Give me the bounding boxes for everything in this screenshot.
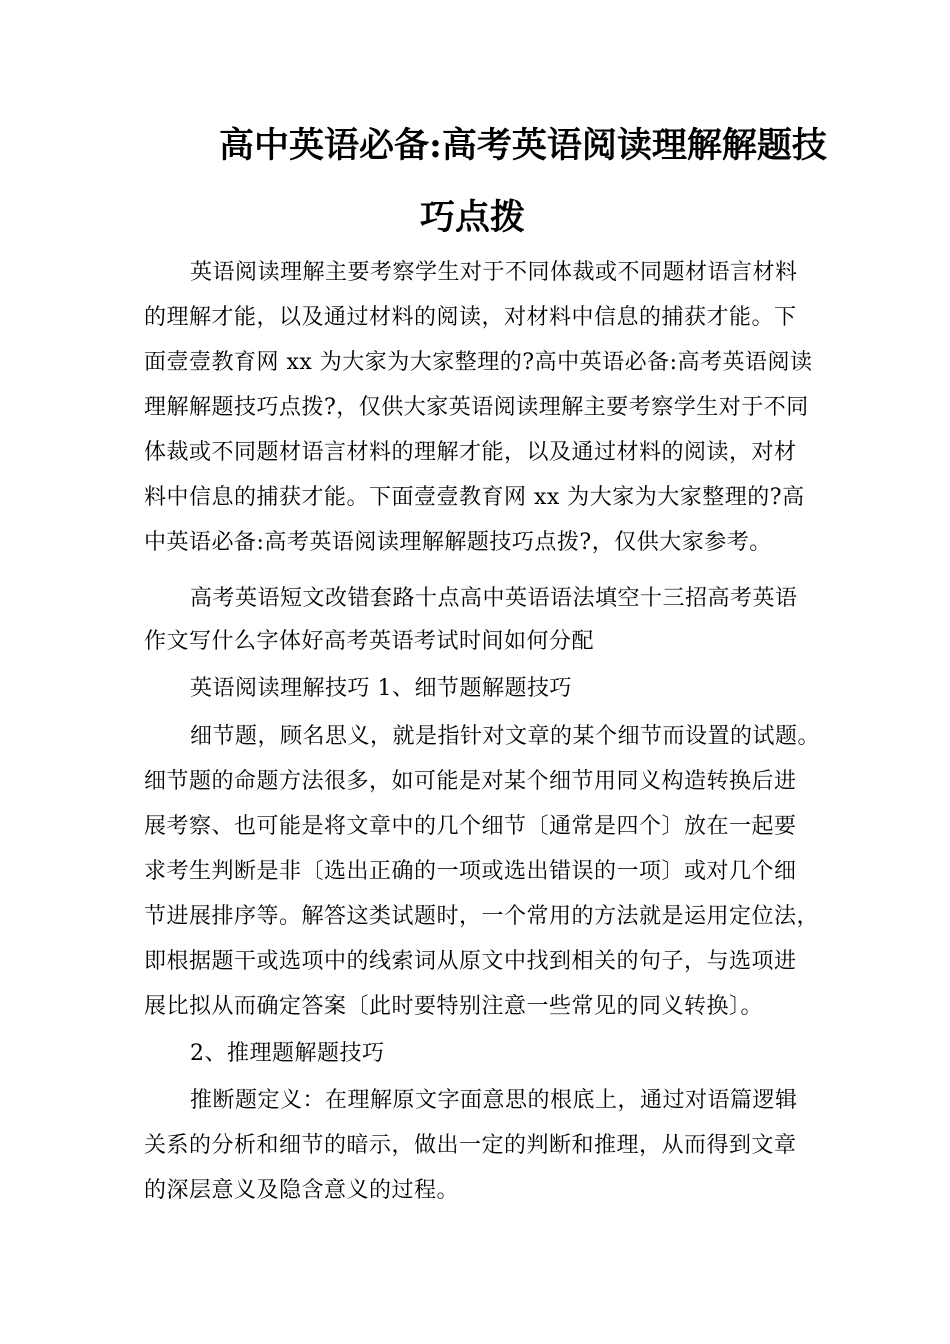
paragraph-1-line-6: 料中信息的捕获才能。下面壹壹教育网 xx 为大家为大家整理的?高 [144,485,805,510]
paragraph-2-line-2: 作文写什么字体好高考英语考试时间如何分配 [144,629,595,654]
document-title-line-1: 高中英语必备:高考英语阅读理解解题技 [219,125,827,166]
paragraph-4-line-5: 节进展排序等。解答这类试题时，一个常用的方法就是运用定位法， [144,904,820,929]
paragraph-1-line-7: 中英语必备:高考英语阅读理解解题技巧点拨?，仅供大家参考。 [144,530,772,555]
paragraph-4-line-1: 细节题，顾名思义，就是指针对文章的某个细节而设置的试题。 [190,724,821,749]
paragraph-1-line-5: 体裁或不同题材语言材料的理解才能，以及通过材料的阅读，对材 [144,440,797,465]
paragraph-4-line-4: 求考生判断是非〔选出正确的一项或选出错误的一项〕或对几个细 [144,859,797,884]
document-title-line-2: 巧点拨 [420,197,526,238]
paragraph-4-line-6: 即根据题干或选项中的线索词从原文中找到相关的句子，与选项进 [144,949,797,974]
paragraph-1-line-3: 面壹壹教育网 xx 为大家为大家整理的?高中英语必备:高考英语阅读 [144,350,813,375]
paragraph-6-line-3: 的深层意义及隐含意义的过程。 [144,1178,460,1203]
paragraph-1-line-1: 英语阅读理解主要考察学生对于不同体裁或不同题材语言材料 [190,260,798,285]
paragraph-1-line-4: 理解解题技巧点拨?，仅供大家英语阅读理解主要考察学生对于不同 [144,395,809,420]
paragraph-4-line-3: 展考察、也可能是将文章中的几个细节〔通常是四个〕放在一起要 [144,814,797,839]
paragraph-4-line-2: 细节题的命题方法很多，如可能是对某个细节用同义构造转换后进 [144,769,797,794]
paragraph-1-line-2: 的理解才能，以及通过材料的阅读，对材料中信息的捕获才能。下 [144,305,797,330]
paragraph-6-line-2: 关系的分析和细节的暗示，做出一定的判断和推理，从而得到文章 [144,1133,797,1158]
paragraph-6-line-1: 推断题定义：在理解原文字面意思的根底上，通过对语篇逻辑 [190,1088,798,1113]
paragraph-4-line-7: 展比拟从而确定答案〔此时要特别注意一些常见的同义转换〕。 [144,994,764,1019]
paragraph-5-line-1: 2、推理题解题技巧 [190,1041,385,1066]
paragraph-3-line-1: 英语阅读理解技巧 1、细节题解题技巧 [190,676,572,701]
paragraph-2-line-1: 高考英语短文改错套路十点高中英语语法填空十三招高考英语 [190,586,798,611]
